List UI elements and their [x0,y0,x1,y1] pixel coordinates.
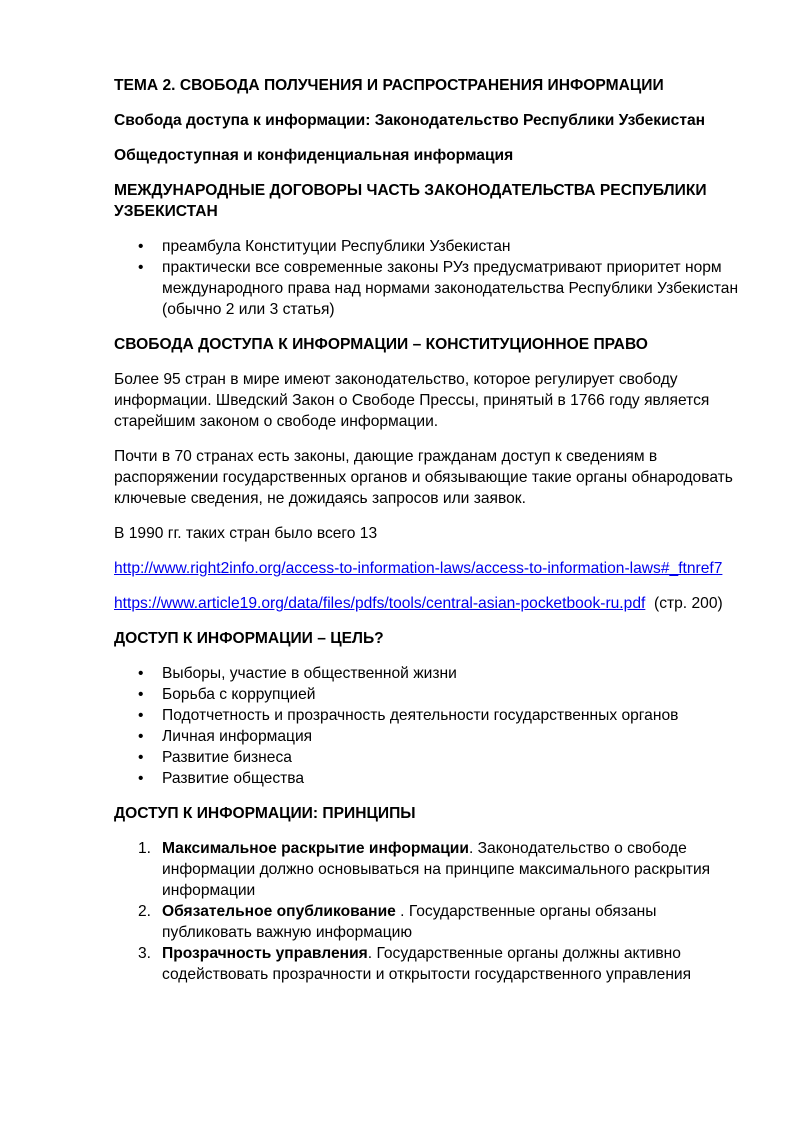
goal-heading: ДОСТУП К ИНФОРМАЦИИ – ЦЕЛЬ? [114,630,384,647]
list-item: • преамбула Конституции Республики Узбекистан [138,238,511,255]
paragraph-95-countries: Более 95 стран в мире имеют законодательство, которое регулирует свободу информации. Шведский Закон о Свободе Прессы, принятый в 1766 году является старейшим законом о свободе информации. [114,371,710,430]
intl-treaties-heading: МЕЖДУНАРОДНЫЕ ДОГОВОРЫ ЧАСТЬ ЗАКОНОДАТЕЛЬСТВА РЕСПУБЛИКИ УЗБЕКИСТАН [114,182,707,220]
bullet-icon: • [138,686,144,703]
bullet-icon: • [138,238,144,255]
bullet-icon: • [138,259,144,276]
list-item: • Борьба с коррупцией [138,686,316,703]
paragraph-70-countries: Почти в 70 странах есть законы, дающие гражданам доступ к сведениям в распоряжении государственных органов и обязывающие такие органы обнародовать ключевые сведения, не дожидаясь запросов или заявок. [114,448,733,507]
list-item: • Подотчетность и прозрачность деятельности государственных органов [138,707,679,724]
article19-link[interactable]: https://www.article19.org/data/files/pdfs/tools/central-asian-pocketbook-ru.pdf [114,595,646,612]
page-ref: (стр. 200) [654,595,723,612]
bullet-icon: • [138,770,144,787]
principle-title: Максимальное раскрытие информации [162,840,469,857]
list-item: 1. Максимальное раскрытие информации. Законодательство о свободе информации должно основываться на принципе максимального раскрытия информации [138,840,711,899]
principles-list [114,838,740,985]
bullet-icon: • [138,728,144,745]
principle-title: Обязательное опубликование [162,903,396,920]
link-paragraph-1 [114,558,740,579]
right2info-link[interactable]: http://www.right2info.org/access-to-information-laws/access-to-information-laws#_ftnref7 [114,560,723,577]
bullet-icon: • [138,707,144,724]
goal-list [114,663,740,789]
access-law-heading: Свобода доступа к информации: Законодательство Республики Узбекистан [114,112,706,129]
item-number: 2. [138,903,152,920]
list-item: • Выборы, участие в общественной жизни [138,665,457,682]
bullet-icon: • [138,749,144,766]
list-item: • Личная информация [138,728,313,745]
public-confidential-heading: Общедоступная и конфиденциальная информация [114,147,514,164]
constitutional-right-heading: СВОБОДА ДОСТУПА К ИНФОРМАЦИИ – КОНСТИТУЦИОННОЕ ПРАВО [114,336,648,353]
topic-heading: ТЕМА 2. СВОБОДА ПОЛУЧЕНИЯ И РАСПРОСТРАНЕНИЯ ИНФОРМАЦИИ [114,77,664,94]
list-item: • Развитие общества [138,770,305,787]
list-item: • Развитие бизнеса [138,749,292,766]
link-paragraph-2 [114,593,740,614]
list-item: 3. Прозрачность управления. Государственные органы должны активно содействовать прозрачности и открытости государственного управления [138,945,692,983]
paragraph-1990: В 1990 гг. таких стран было всего 13 [114,525,378,542]
intl-treaties-list [114,236,740,320]
bullet-icon: • [138,665,144,682]
principles-heading: ДОСТУП К ИНФОРМАЦИИ: ПРИНЦИПЫ [114,805,416,822]
list-item: 2. Обязательное опубликование . Государственные органы обязаны публиковать важную информацию [138,903,657,941]
list-item: • практически все современные законы РУз предусматривают приоритет норм международного права над нормами законодательства Республики Узбекистан (обычно 2 или 3 статья) [138,259,739,318]
principle-title: Прозрачность управления [162,945,368,962]
item-number: 1. [138,840,152,857]
item-number: 3. [138,945,152,962]
